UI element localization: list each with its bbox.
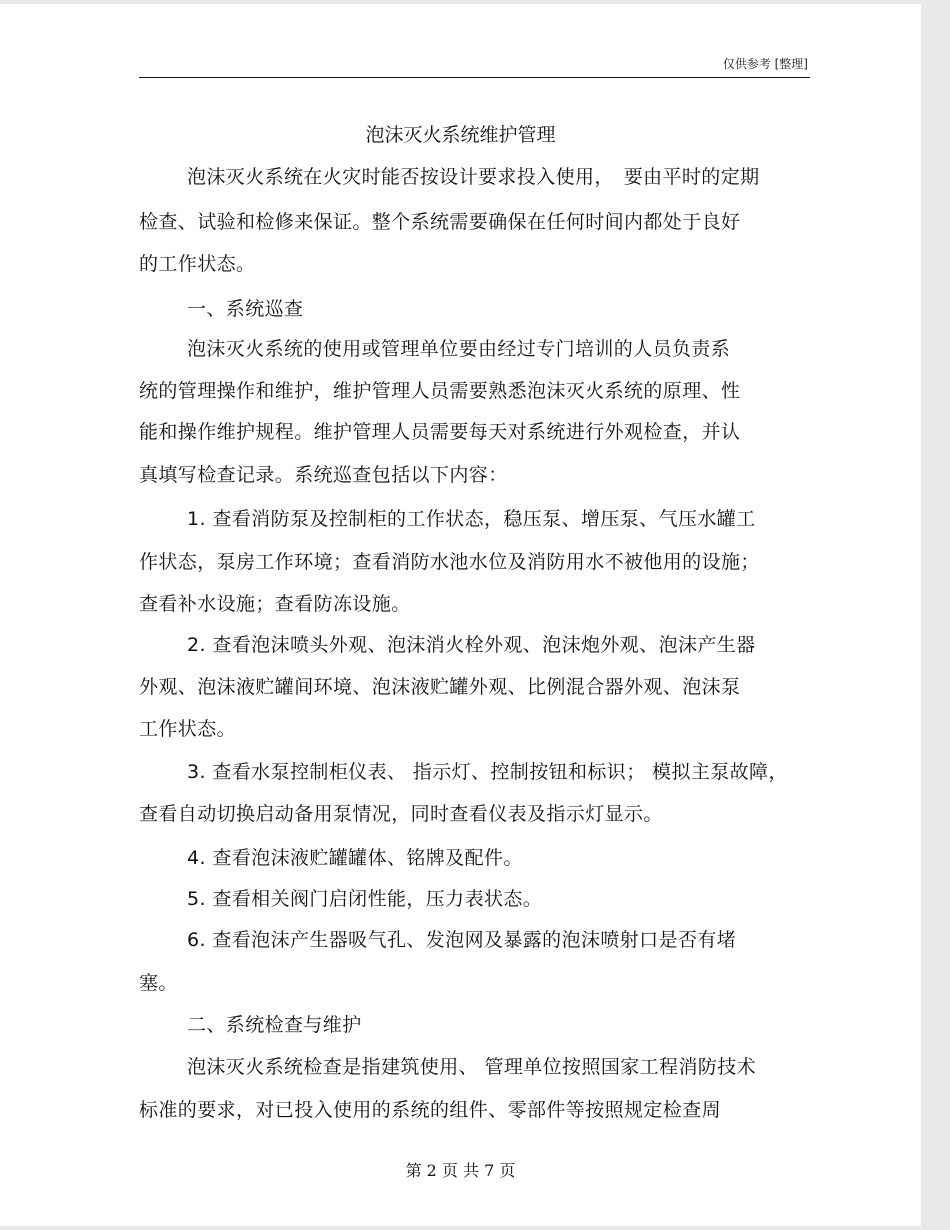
paragraph-line: 标准的要求，对已投入使用的系统的组件、零部件等按照规定检查周 [139, 1099, 722, 1121]
paragraph-line: 塞。 [139, 972, 178, 994]
paragraph-line: 作状态，泵房工作环境；查看消防水池水位及消防用水不被他用的设施； [139, 551, 760, 573]
paragraph-line: 能和操作维护规程。维护管理人员需要每天对系统进行外观检查，并认 [139, 421, 741, 443]
paragraph-line: 泡沫灭火系统在火灾时能否按设计要求投入使用， 要由平时的定期 [187, 166, 760, 188]
list-item: 3. 查看水泵控制柜仪表、 指示灯、控制按钮和标识； 模拟主泵故障， [187, 761, 788, 783]
paragraph-line: 外观、泡沫液贮罐间环境、泡沫液贮罐外观、比例混合器外观、泡沫泵 [139, 676, 741, 698]
paragraph-line: 统的管理操作和维护，维护管理人员需要熟悉泡沫灭火系统的原理、性 [139, 380, 741, 402]
list-item: 1. 查看消防泵及控制柜的工作状态，稳压泵、增压泵、气压水罐工 [187, 508, 756, 530]
list-item: 6. 查看泡沫产生器吸气孔、发泡网及暴露的泡沫喷射口是否有堵 [187, 929, 737, 951]
paragraph-line: 真填写检查记录。系统巡查包括以下内容： [139, 464, 508, 486]
paragraph-line: 的工作状态。 [139, 253, 256, 275]
section-heading: 一、系统巡查 [187, 298, 304, 320]
paragraph-line: 查看补水设施；查看防冻设施。 [139, 593, 411, 615]
list-item: 2. 查看泡沫喷头外观、泡沫消火栓外观、泡沫炮外观、泡沫产生器 [187, 634, 756, 656]
list-item: 4. 查看泡沫液贮罐罐体、铭牌及配件。 [187, 847, 523, 869]
header-divider [139, 77, 810, 78]
page-header: 仅供参考 [整理] [722, 57, 808, 71]
paragraph-line: 泡沫灭火系统的使用或管理单位要由经过专门培训的人员负责系 [187, 338, 731, 360]
paragraph-line: 工作状态。 [139, 718, 237, 740]
paragraph-line: 检查、试验和检修来保证。整个系统需要确保在任何时间内都处于良好 [139, 211, 741, 233]
paragraph-line: 查看自动切换启动备用泵情况，同时查看仪表及指示灯显示。 [139, 803, 663, 825]
document-page [0, 4, 921, 1226]
document-title: 泡沫灭火系统维护管理 [365, 124, 556, 146]
page-number-footer: 第 2 页 共 7 页 [405, 1161, 516, 1180]
section-heading: 二、系统检查与维护 [187, 1014, 362, 1036]
paragraph-line: 泡沫灭火系统检查是指建筑使用、 管理单位按照国家工程消防技术 [187, 1056, 757, 1078]
list-item: 5. 查看相关阀门启闭性能，压力表状态。 [187, 888, 543, 910]
